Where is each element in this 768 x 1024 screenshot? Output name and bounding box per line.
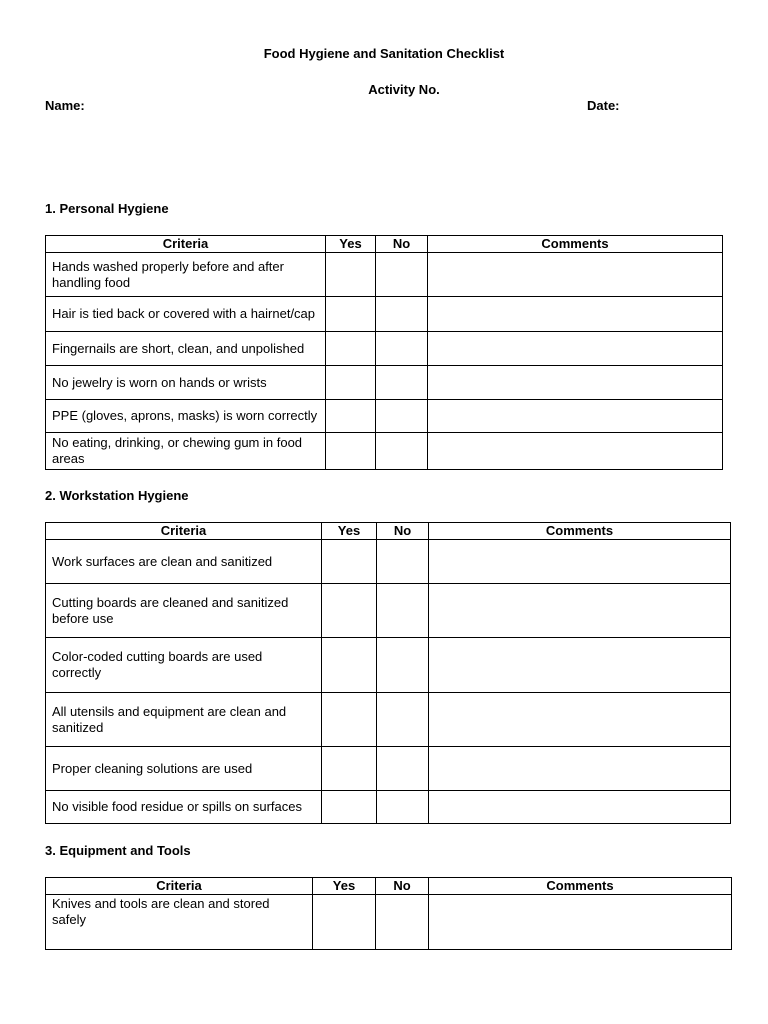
criteria-cell: Hair is tied back or covered with a hairnet/cap (46, 297, 326, 332)
section-heading-personal-hygiene: 1. Personal Hygiene (45, 201, 169, 216)
table-row (46, 366, 723, 400)
comments-cell[interactable] (428, 332, 723, 366)
table-header-row (46, 523, 731, 540)
no-cell[interactable] (376, 433, 428, 470)
yes-header: Yes (313, 878, 376, 895)
comments-cell[interactable] (429, 584, 731, 638)
personal-hygiene-table (45, 235, 723, 470)
criteria-header: Criteria (46, 523, 322, 540)
table-row (46, 433, 723, 470)
table-row (46, 747, 731, 791)
table-header-row (46, 878, 732, 895)
comments-header: Comments (429, 878, 732, 895)
comments-cell[interactable] (428, 253, 723, 297)
table-row (46, 400, 723, 433)
no-cell[interactable] (376, 400, 428, 433)
no-cell[interactable] (377, 693, 429, 747)
no-header: No (377, 523, 429, 540)
table-row (46, 895, 732, 950)
yes-cell[interactable] (326, 366, 376, 400)
table-row (46, 791, 731, 824)
no-cell[interactable] (377, 747, 429, 791)
document-title: Food Hygiene and Sanitation Checklist (263, 46, 505, 61)
criteria-cell: Fingernails are short, clean, and unpolished (46, 332, 326, 366)
comments-cell[interactable] (429, 895, 732, 950)
comments-cell[interactable] (428, 433, 723, 470)
table-row (46, 297, 723, 332)
yes-cell[interactable] (313, 895, 376, 950)
criteria-header: Criteria (46, 878, 313, 895)
comments-cell[interactable] (429, 638, 731, 693)
criteria-cell: Hands washed properly before and after handling food (46, 253, 326, 297)
date-label: Date: (587, 98, 620, 113)
yes-cell[interactable] (322, 584, 377, 638)
table-row (46, 638, 731, 693)
criteria-cell: Cutting boards are cleaned and sanitized before use (46, 584, 322, 638)
comments-cell[interactable] (429, 747, 731, 791)
comments-cell[interactable] (428, 297, 723, 332)
yes-cell[interactable] (322, 791, 377, 824)
comments-cell[interactable] (429, 540, 731, 584)
yes-cell[interactable] (322, 693, 377, 747)
criteria-cell: All utensils and equipment are clean and sanitized (46, 693, 322, 747)
table-row (46, 693, 731, 747)
criteria-cell: Color-coded cutting boards are used correctly (46, 638, 322, 693)
yes-cell[interactable] (326, 253, 376, 297)
no-cell[interactable] (377, 791, 429, 824)
no-cell[interactable] (377, 584, 429, 638)
name-label: Name: (45, 98, 85, 113)
no-cell[interactable] (377, 540, 429, 584)
comments-cell[interactable] (429, 693, 731, 747)
yes-cell[interactable] (322, 747, 377, 791)
no-cell[interactable] (376, 297, 428, 332)
no-header: No (376, 236, 428, 253)
criteria-cell: No jewelry is worn on hands or wrists (46, 366, 326, 400)
yes-header: Yes (322, 523, 377, 540)
section-heading-workstation-hygiene: 2. Workstation Hygiene (45, 488, 189, 503)
no-cell[interactable] (376, 253, 428, 297)
yes-cell[interactable] (326, 297, 376, 332)
criteria-cell: Work surfaces are clean and sanitized (46, 540, 322, 584)
comments-header: Comments (428, 236, 723, 253)
yes-cell[interactable] (322, 638, 377, 693)
criteria-header: Criteria (46, 236, 326, 253)
table-header-row (46, 236, 723, 253)
no-cell[interactable] (377, 638, 429, 693)
criteria-cell: Knives and tools are clean and stored safely (46, 895, 313, 950)
table-row (46, 584, 731, 638)
workstation-hygiene-table (45, 522, 731, 824)
yes-cell[interactable] (326, 433, 376, 470)
table-row (46, 253, 723, 297)
activity-number-label: Activity No. (368, 82, 440, 97)
comments-header: Comments (429, 523, 731, 540)
no-cell[interactable] (376, 366, 428, 400)
no-cell[interactable] (376, 895, 429, 950)
equipment-tools-table (45, 877, 732, 950)
no-header: No (376, 878, 429, 895)
comments-cell[interactable] (428, 366, 723, 400)
yes-header: Yes (326, 236, 376, 253)
criteria-cell: No visible food residue or spills on surfaces (46, 791, 322, 824)
yes-cell[interactable] (326, 400, 376, 433)
table-row (46, 540, 731, 584)
comments-cell[interactable] (428, 400, 723, 433)
comments-cell[interactable] (429, 791, 731, 824)
yes-cell[interactable] (326, 332, 376, 366)
criteria-cell: PPE (gloves, aprons, masks) is worn correctly (46, 400, 326, 433)
criteria-cell: Proper cleaning solutions are used (46, 747, 322, 791)
section-heading-equipment-and-tools: 3. Equipment and Tools (45, 843, 191, 858)
table-row (46, 332, 723, 366)
criteria-cell: No eating, drinking, or chewing gum in food areas (46, 433, 326, 470)
no-cell[interactable] (376, 332, 428, 366)
yes-cell[interactable] (322, 540, 377, 584)
